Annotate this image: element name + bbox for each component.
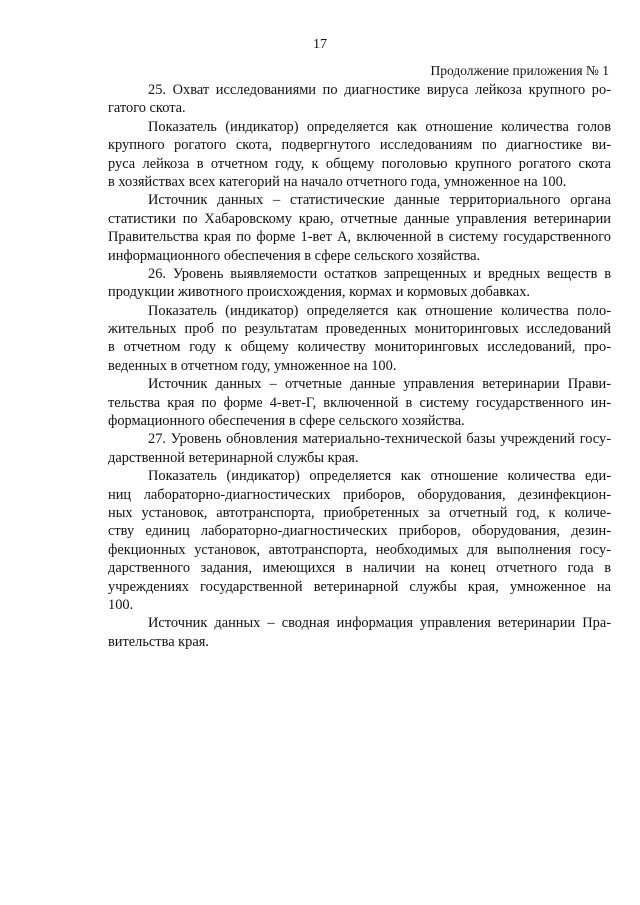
text-line: фекционных установок, автотранспорта, необходимых для выполнения госу- (108, 541, 611, 558)
text-line: крупного рогатого скота, подвергнутого исследованиям по диагностике ви- (108, 137, 611, 154)
text-line: 26. Уровень выявляемости остатков запрещенных и вредных веществ в (148, 265, 611, 282)
text-line: Показатель (индикатор) определяется как отношение количества голов (148, 118, 611, 135)
paragraph-item-25-title (108, 81, 611, 118)
text-line: руса лейкоза в отчетном году, к общему поголовью крупного рогатого скота (108, 155, 611, 172)
text-line: 100. (108, 596, 134, 613)
text-line: Источник данных – статистические данные территориального органа (148, 192, 611, 209)
text-line: формационного обеспечения в сфере сельского хозяйства. (108, 413, 465, 430)
paragraph-item-27-source (108, 614, 611, 651)
text-line: информационного обеспечения в сфере сельского хозяйства. (108, 247, 481, 264)
text-line: учреждениях государственной ветеринарной службы края, умноженное на (108, 578, 611, 595)
text-line: дарственного задания, имеющихся в наличии на конец отчетного года в (108, 560, 611, 577)
text-line: Показатель (индикатор) определяется как отношение количества еди- (148, 468, 611, 485)
paragraph-item-26-source (108, 375, 611, 430)
text-line: в отчетном году к общему количеству мониторинговых исследований, про- (108, 339, 611, 356)
text-line: статистики по Хабаровскому краю, отчетные данные управления ветеринарии (108, 210, 611, 227)
paragraph-item-25-source (108, 191, 611, 265)
page-number: 17 (313, 37, 327, 52)
appendix-continuation-note: Продолжение приложения № 1 (430, 63, 609, 78)
text-line: 27. Уровень обновления материально-технической базы учреждений госу- (148, 431, 611, 448)
text-line: Правительства края по форме 1-вет А, включенной в систему государственного (108, 229, 611, 246)
document-body (108, 81, 611, 651)
text-line: веденных в отчетном году, умноженное на 100. (108, 357, 397, 374)
text-line: жительных проб по результатам проведенных мониторинговых исследований (108, 321, 611, 338)
text-line: ных установок, автотранспорта, приобретенных за отчетный год, к количе- (108, 504, 611, 521)
text-line: продукции животного происхождения, кормах и кормовых добавках. (108, 284, 530, 301)
text-line: Источник данных – отчетные данные управления ветеринарии Прави- (148, 376, 611, 393)
text-line: ству единиц лабораторно-диагностических приборов, оборудования, дезин- (108, 523, 611, 540)
paragraph-item-26-title (108, 265, 611, 302)
text-line: тельства края по форме 4-вет-Г, включенной в систему государственного ин- (108, 394, 611, 411)
text-line: Источник данных – сводная информация управления ветеринарии Пра- (148, 615, 611, 632)
text-line: ниц лабораторно-диагностических приборов, оборудования, дезинфекцион- (108, 486, 611, 503)
text-line: Показатель (индикатор) определяется как отношение количества поло- (148, 302, 611, 319)
text-line: вительства края. (108, 633, 209, 650)
text-line: в хозяйствах всех категорий на начало отчетного года, умноженное на 100. (108, 173, 567, 190)
text-line: 25. Охват исследованиями по диагностике вируса лейкоза крупного ро- (148, 82, 611, 98)
text-line: дарственной ветеринарной службы края. (108, 449, 359, 466)
paragraph-item-25-indicator (108, 118, 611, 192)
paragraph-item-26-indicator (108, 302, 611, 376)
paragraph-item-27-title (108, 430, 611, 467)
paragraph-item-27-indicator (108, 467, 611, 614)
text-line: гатого скота. (108, 100, 186, 117)
